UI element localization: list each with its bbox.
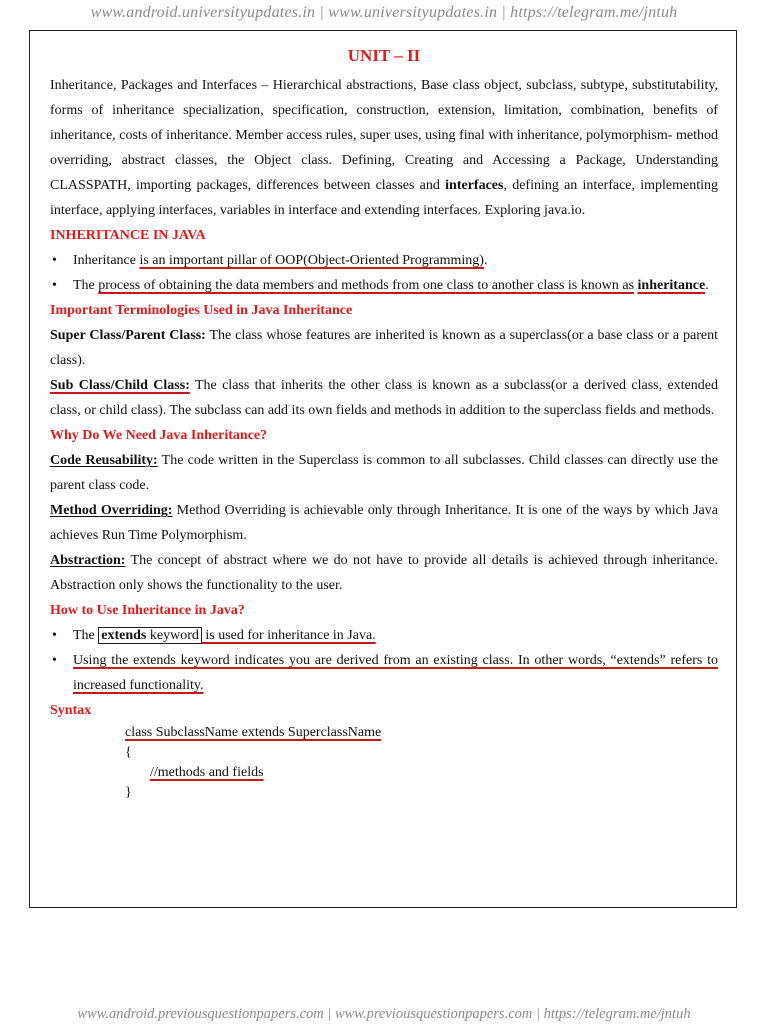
- page-title: UNIT – II: [347, 46, 421, 65]
- usage-bullets: [50, 623, 718, 698]
- page-content: [50, 43, 718, 803]
- list-item: [73, 623, 718, 648]
- code-line: {: [125, 745, 132, 760]
- code-line: [50, 763, 718, 783]
- term-label: Method Overriding:: [50, 503, 173, 518]
- sub-class-definition: [50, 373, 718, 423]
- syllabus-paragraph: [50, 73, 718, 223]
- bullet-text: The: [73, 628, 99, 643]
- abstraction-definition: [50, 548, 718, 598]
- extends-keyword-box: [98, 627, 202, 644]
- heading-why-inheritance: Why Do We Need Java Inheritance?: [50, 428, 268, 443]
- heading-terminologies: Important Terminologies Used in Java Inheritance: [50, 303, 353, 318]
- code-text: //methods and fields: [150, 765, 264, 780]
- syntax-code-block: [50, 723, 718, 803]
- syllabus-text-2: , defining an interface, implementing interface, applying interfaces, variables in interface and extending interfaces. Exploring java.io.: [50, 178, 718, 218]
- list-item: [73, 273, 718, 298]
- code-line: [50, 723, 718, 743]
- term-label: Super Class/Parent Class:: [50, 328, 206, 343]
- bullet-underlined-text: process of obtaining the data members and methods from one class to another class is known as: [98, 278, 635, 293]
- term-text: Method Overriding is achievable only through Inheritance. It is one of the ways by which Java achieves Run Time Polymorphism.: [50, 503, 718, 543]
- list-item: [73, 648, 718, 698]
- bullet-underlined-text: Using the extends keyword indicates you are derived from an existing class. In other words, “extends” refers to increased functionality.: [73, 653, 718, 693]
- heading-how-to-use: How to Use Inheritance in Java?: [50, 603, 245, 618]
- code-line: }: [125, 785, 132, 800]
- extends-keyword: extends: [101, 628, 147, 643]
- code-text: class SubclassName extends SuperclassName: [125, 725, 382, 740]
- term-text: The class whose features are inherited is known as a superclass(or a base class or a parent class).: [50, 328, 718, 368]
- syllabus-bold-word: interfaces: [445, 178, 504, 193]
- bullet-text: .: [705, 278, 709, 293]
- heading-inheritance-in-java: INHERITANCE IN JAVA: [50, 228, 206, 243]
- syllabus-text-1: Inheritance, Packages and Interfaces – Hierarchical abstractions, Base class object, subclass, subtype, substitutability, forms of inheritance specialization, specification, construction, extension, limitation, combination, benefits of inheritance, costs of inheritance. Member access rules, super uses, using final with inheritance, polymorphism- method overriding, abstract classes, the Object class. Defining, Creating and Accessing a Package, Understanding CLASSPATH, importing packages, differences between classes and: [50, 78, 718, 193]
- bullet-text: .: [483, 253, 488, 268]
- bullet-text: Inheritance: [73, 253, 140, 268]
- header-url: www.android.universityupdates.in | www.universityupdates.in | https://telegram.me/jntuh: [90, 4, 678, 21]
- bullet-text: The: [73, 278, 99, 293]
- super-class-definition: [50, 323, 718, 373]
- footer-url: www.android.previousquestionpapers.com | www.previousquestionpapers.com | https://telegram.me/jntuh: [77, 1006, 691, 1022]
- term-label: Abstraction:: [50, 553, 126, 568]
- keyword-word: keyword: [146, 628, 199, 643]
- heading-syntax: Syntax: [50, 703, 92, 718]
- list-item: [73, 248, 718, 273]
- bullet-underlined-text: is an important pillar of OOP(Object-Oriented Programming): [139, 253, 484, 268]
- bullet-underlined-text: is used for inheritance in Java.: [201, 628, 376, 643]
- term-text: The concept of abstract where we do not have to provide all details is achieved through inheritance. Abstraction only shows the functionality to the user.: [50, 553, 718, 593]
- bullet-bold-term: inheritance: [637, 278, 706, 293]
- term-text: The code written in the Superclass is common to all subclasses. Child classes can directly use the parent class code.: [50, 453, 719, 493]
- code-reusability-definition: [50, 448, 718, 498]
- method-overriding-definition: [50, 498, 718, 548]
- term-text: The class that inherits the other class is known as a subclass(or a derived class, extended class, or child class). The subclass can add its own fields and methods in addition to the superclass fields and methods.: [50, 378, 719, 418]
- term-label: Code Reusability:: [50, 453, 158, 468]
- inheritance-bullets: [50, 248, 718, 298]
- term-label: Sub Class/Child Class:: [50, 378, 190, 393]
